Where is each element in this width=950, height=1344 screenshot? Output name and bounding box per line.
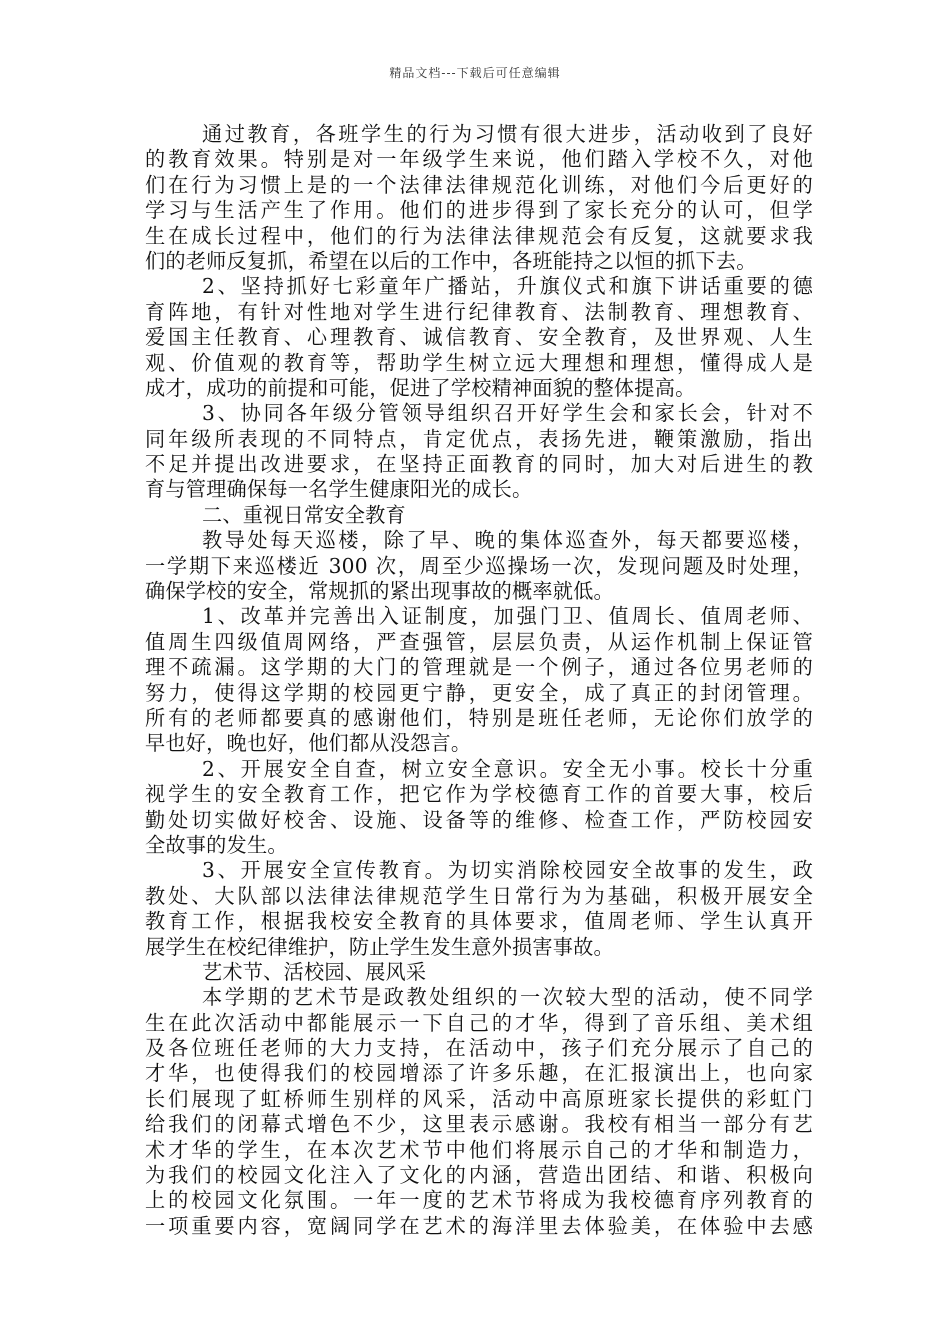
text-line: 术才华的学生，在本次艺术节中他们将展示自己的才华和制造力， (145, 1137, 813, 1162)
document-body (145, 122, 813, 1239)
text-line: 生在此次活动中都能展示一下自己的才华，得到了音乐组、美术组 (145, 1010, 813, 1035)
text-line: 上的校园文化氛围。一年一度的艺术节将成为我校德育序列教育的 (145, 1188, 813, 1213)
text-line: 3、开展安全宣传教育。为切实消除校园安全故事的发生，政 (202, 858, 813, 883)
text-line: 不足并提出改进要求，在坚持正面教育的同时，加大对后进生的教 (145, 452, 813, 477)
text-line: 1、改革并完善出入证制度，加强门卫、值周长、值周老师、 (202, 604, 813, 629)
text-line: 全故事的发生。 (145, 832, 288, 857)
text-line: 教处、大队部以法律法律规范学生日常行为为基础，积极开展安全 (145, 883, 813, 908)
text-line: 学习与生活产生了作用。他们的进步得到了家长充分的认可，但学 (145, 198, 813, 223)
text-line: 一学期下来巡楼近 300 次，周至少巡操场一次，发现问题及时处理， (145, 553, 813, 578)
text-line: 及各位班任老师的大力支持，在活动中，孩子们充分展示了自己的 (145, 1036, 813, 1061)
text-line: 一项重要内容，宽阔同学在艺术的海洋里去体验美，在体验中去感 (145, 1213, 813, 1238)
text-line: 早也好，晚也好，他们都从没怨言。 (145, 731, 472, 756)
text-line: 2、开展安全自查，树立安全意识。安全无小事。校长十分重 (202, 756, 813, 781)
text-line: 所有的老师都要真的感谢他们，特别是班任老师，无论你们放学的 (145, 705, 813, 730)
text-line: 才华，也使得我们的校园增添了许多乐趣，在汇报演出上，也向家 (145, 1061, 813, 1086)
text-line: 观、价值观的教育等，帮助学生树立远大理想和理想，懂得成人是 (145, 350, 813, 375)
page-header: 精品文档---下载后可任意编辑 (389, 66, 561, 80)
text-line: 值周生四级值周网络，严查强管，层层负责，从运作机制上保证管 (145, 629, 813, 654)
text-line: 3、协同各年级分管领导组织召开好学生会和家长会，针对不 (202, 401, 813, 426)
text-line: 爱国主任教育、心理教育、诚信教育、安全教育，及世界观、人生 (145, 325, 813, 350)
text-line: 们在行为习惯上是的一个法律法律规范化训练，对他们今后更好的 (145, 172, 813, 197)
text-line: 为我们的校园文化注入了文化的内涵，营造出团结、和谐、积极向 (145, 1163, 813, 1188)
text-line: 努力，使得这学期的校园更宁静，更安全，成了真正的封闭管理。 (145, 680, 813, 705)
text-line: 勤处切实做好校舍、设施、设备等的维修、检查工作，严防校园安 (145, 807, 813, 832)
text-line: 教导处每天巡楼，除了早、晚的集体巡查外，每天都要巡楼， (202, 528, 813, 553)
text-line: 2、坚持抓好七彩童年广播站，升旗仪式和旗下讲话重要的德 (202, 274, 813, 299)
text-line: 成才，成功的前提和可能，促进了学校精神面貌的整体提高。 (145, 375, 696, 400)
text-line: 教育工作，根据我校安全教育的具体要求，值周老师、学生认真开 (145, 909, 813, 934)
text-line: 育阵地，有针对性地对学生进行纪律教育、法制教育、理想教育、 (145, 299, 813, 324)
text-line: 理不疏漏。这学期的大门的管理就是一个例子，通过各位男老师的 (145, 655, 813, 680)
text-line: 给我们的闭幕式增色不少，这里表示感谢。我校有相当一部分有艺 (145, 1112, 813, 1137)
text-line: 长们展现了虹桥师生别样的风采，活动中高原班家长提供的彩虹门 (145, 1086, 813, 1111)
text-line: 艺术节、活校园、展风采 (202, 959, 427, 984)
text-line: 通过教育，各班学生的行为习惯有很大进步，活动收到了良好 (202, 122, 813, 146)
text-line: 确保学校的安全，常规抓的紧出现事故的概率就低。 (145, 579, 614, 604)
text-line: 本学期的艺术节是政教处组织的一次较大型的活动，使不同学 (202, 985, 813, 1010)
text-line: 生在成长过程中，他们的行为法律法律规范会有反复，这就要求我 (145, 223, 813, 248)
text-line: 二、重视日常安全教育 (202, 502, 406, 527)
text-line: 同年级所表现的不同特点，肯定优点，表扬先进，鞭策激励，指出 (145, 426, 813, 451)
text-line: 视学生的安全教育工作，把它作为学校德育工作的首要大事，校后 (145, 782, 813, 807)
text-line: 们的老师反复抓，希望在以后的工作中，各班能持之以恒的抓下去。 (145, 248, 757, 273)
text-line: 的教育效果。特别是对一年级学生来说，他们踏入学校不久，对他 (145, 147, 813, 172)
text-line: 展学生在校纪律维护，防止学生发生意外损害事故。 (145, 934, 614, 959)
text-line: 育与管理确保每一名学生健康阳光的成长。 (145, 477, 533, 502)
